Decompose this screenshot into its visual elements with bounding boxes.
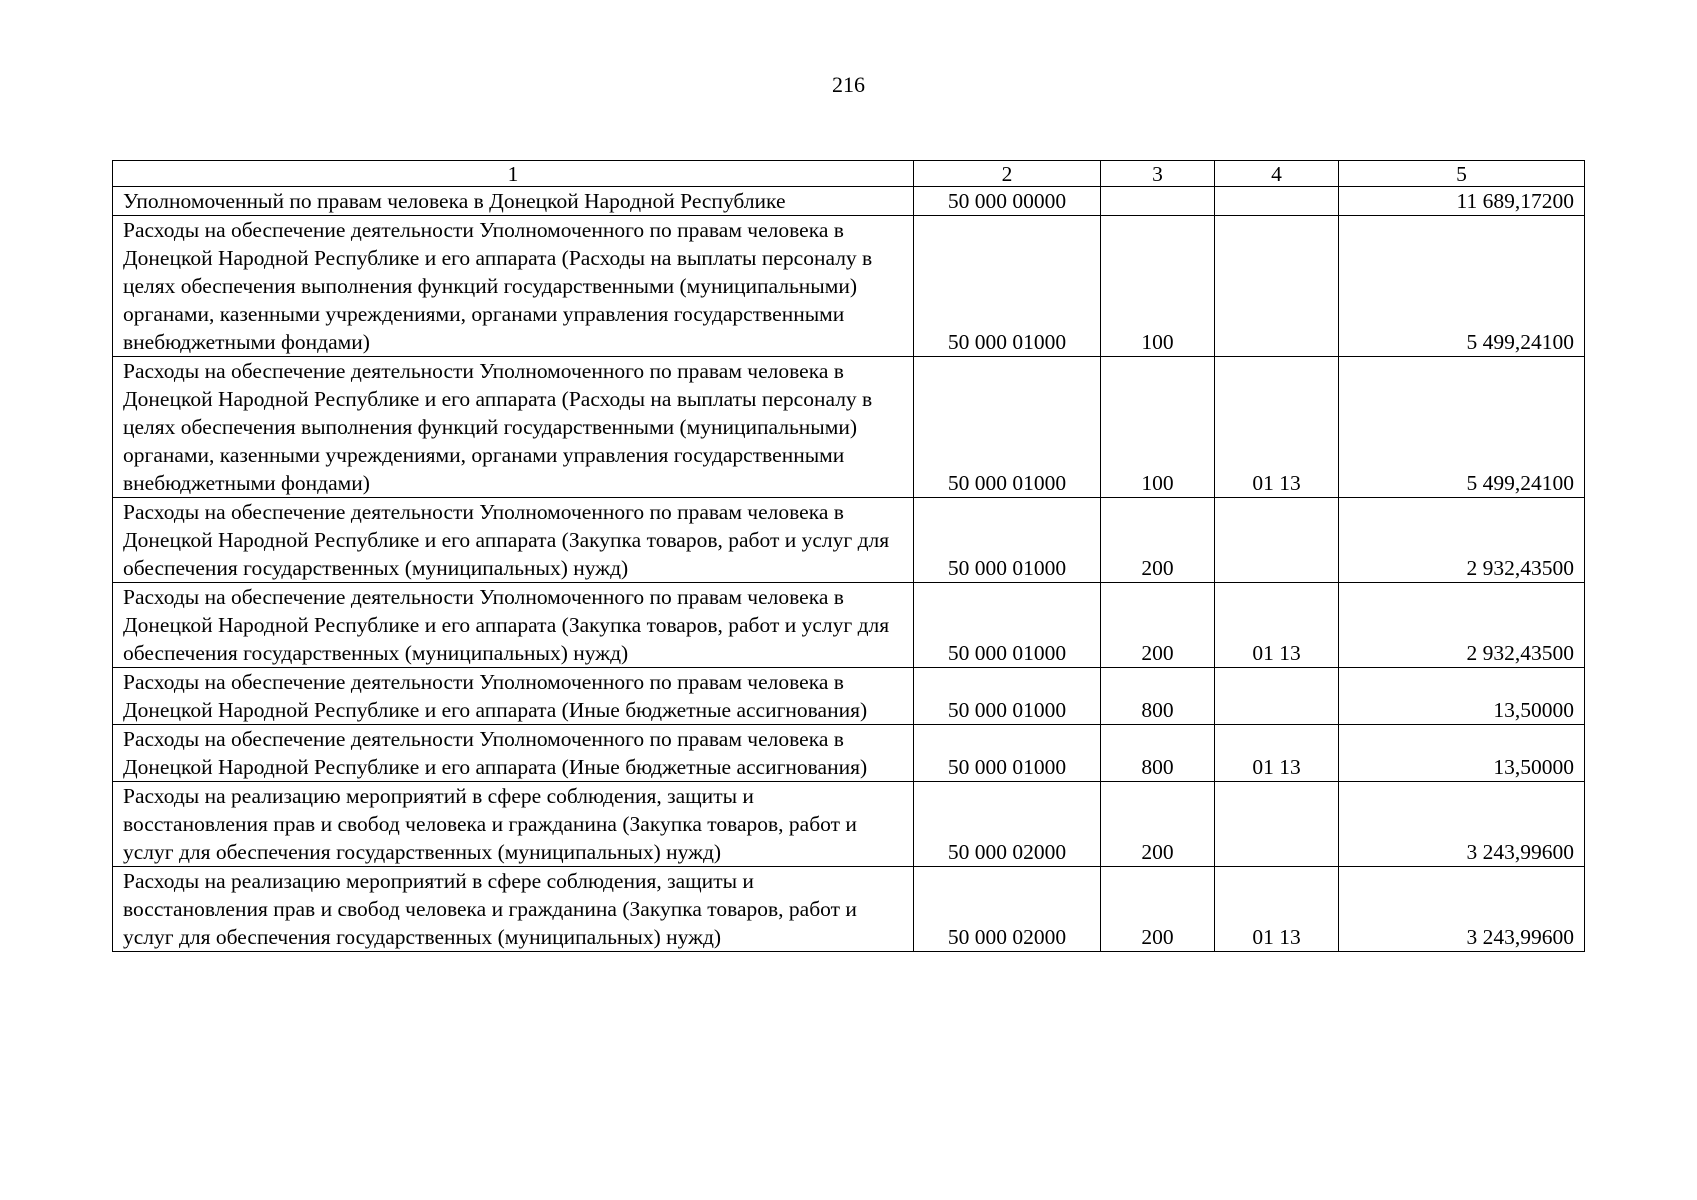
row-section: 01 13 [1215, 867, 1339, 952]
row-target-code: 50 000 01000 [914, 725, 1101, 782]
row-expense-type [1101, 187, 1215, 216]
table-row [113, 216, 1585, 357]
budget-table [112, 160, 1585, 952]
row-target-code: 50 000 00000 [914, 187, 1101, 216]
row-amount: 5 499,24100 [1339, 216, 1585, 357]
header-col-1: 1 [113, 161, 914, 187]
row-expense-type: 100 [1101, 216, 1215, 357]
row-expense-type: 200 [1101, 583, 1215, 668]
header-row [113, 161, 1585, 187]
row-description: Расходы на обеспечение деятельности Уполномоченного по правам человека в Донецкой Народной Республике и его аппарата (Иные бюджетные ассигнования) [113, 668, 914, 725]
page-number: 216 [832, 72, 865, 97]
row-amount: 3 243,99600 [1339, 867, 1585, 952]
row-target-code: 50 000 01000 [914, 583, 1101, 668]
row-section: 01 13 [1215, 725, 1339, 782]
row-section: 01 13 [1215, 357, 1339, 498]
row-target-code: 50 000 01000 [914, 216, 1101, 357]
table-header [113, 161, 1585, 187]
row-section [1215, 498, 1339, 583]
table-row [113, 498, 1585, 583]
row-description: Расходы на обеспечение деятельности Уполномоченного по правам человека в Донецкой Народной Республике и его аппарата (Закупка товаров, работ и услуг для обеспечения государственных (муниципальных) нужд) [113, 498, 914, 583]
row-amount: 5 499,24100 [1339, 357, 1585, 498]
row-amount: 11 689,17200 [1339, 187, 1585, 216]
row-expense-type: 200 [1101, 498, 1215, 583]
row-section [1215, 187, 1339, 216]
row-target-code: 50 000 01000 [914, 357, 1101, 498]
row-section [1215, 216, 1339, 357]
row-amount: 13,50000 [1339, 725, 1585, 782]
row-description: Расходы на реализацию мероприятий в сфере соблюдения, защиты и восстановления прав и свобод человека и гражданина (Закупка товаров, работ и услуг для обеспечения государственных (муниципальных) нужд) [113, 782, 914, 867]
row-description: Уполномоченный по правам человека в Донецкой Народной Республике [113, 187, 914, 216]
row-expense-type: 200 [1101, 867, 1215, 952]
row-section [1215, 668, 1339, 725]
table-row [113, 668, 1585, 725]
table-row [113, 867, 1585, 952]
row-amount: 3 243,99600 [1339, 782, 1585, 867]
row-description: Расходы на обеспечение деятельности Уполномоченного по правам человека в Донецкой Народной Республике и его аппарата (Расходы на выплаты персоналу в целях обеспечения выполнения функций государственными (муниципальными) органами, казенными учреждениями, органами управления государственными внебюджетными фондами) [113, 216, 914, 357]
row-expense-type: 800 [1101, 725, 1215, 782]
table-row [113, 187, 1585, 216]
header-col-4: 4 [1215, 161, 1339, 187]
row-description: Расходы на обеспечение деятельности Уполномоченного по правам человека в Донецкой Народной Республике и его аппарата (Иные бюджетные ассигнования) [113, 725, 914, 782]
header-col-2: 2 [914, 161, 1101, 187]
row-section [1215, 782, 1339, 867]
table-row [113, 782, 1585, 867]
row-amount: 2 932,43500 [1339, 498, 1585, 583]
header-col-5: 5 [1339, 161, 1585, 187]
row-expense-type: 100 [1101, 357, 1215, 498]
row-target-code: 50 000 02000 [914, 867, 1101, 952]
row-target-code: 50 000 01000 [914, 668, 1101, 725]
row-target-code: 50 000 01000 [914, 498, 1101, 583]
table-row [113, 583, 1585, 668]
row-amount: 13,50000 [1339, 668, 1585, 725]
header-col-3: 3 [1101, 161, 1215, 187]
row-description: Расходы на обеспечение деятельности Уполномоченного по правам человека в Донецкой Народной Республике и его аппарата (Расходы на выплаты персоналу в целях обеспечения выполнения функций государственными (муниципальными) органами, казенными учреждениями, органами управления государственными внебюджетными фондами) [113, 357, 914, 498]
table-body [113, 187, 1585, 952]
row-section: 01 13 [1215, 583, 1339, 668]
table-row [113, 357, 1585, 498]
row-amount: 2 932,43500 [1339, 583, 1585, 668]
table-row [113, 725, 1585, 782]
row-expense-type: 200 [1101, 782, 1215, 867]
row-target-code: 50 000 02000 [914, 782, 1101, 867]
row-description: Расходы на реализацию мероприятий в сфере соблюдения, защиты и восстановления прав и свобод человека и гражданина (Закупка товаров, работ и услуг для обеспечения государственных (муниципальных) нужд) [113, 867, 914, 952]
row-description: Расходы на обеспечение деятельности Уполномоченного по правам человека в Донецкой Народной Республике и его аппарата (Закупка товаров, работ и услуг для обеспечения государственных (муниципальных) нужд) [113, 583, 914, 668]
row-expense-type: 800 [1101, 668, 1215, 725]
